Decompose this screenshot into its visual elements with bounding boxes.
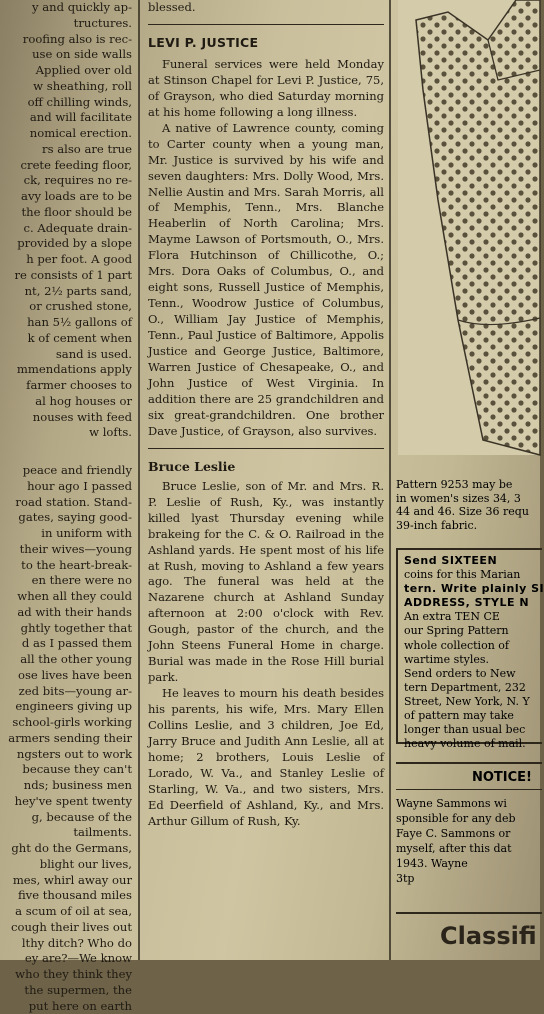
text-line: off chilling winds,	[0, 95, 132, 111]
text-line: sponsible for any deb	[396, 811, 542, 826]
text-line: ose lives have been	[0, 668, 132, 684]
text-line: re consists of 1 part	[0, 268, 132, 284]
article-fragment: blessed.	[148, 0, 384, 16]
text-line: myself, after this dat	[396, 841, 542, 856]
order-box-line: of pattern may take	[404, 709, 542, 723]
text-line: cough their lives out	[0, 920, 132, 936]
text-line: use on side walls	[0, 47, 132, 63]
order-box-line: coins for this Marian	[404, 568, 542, 582]
left-column	[0, 0, 136, 960]
text-line: Applied over old	[0, 63, 132, 79]
order-box-line: heavy volume of mail.	[404, 737, 542, 751]
text-line: because they can't	[0, 762, 132, 778]
notice-section	[396, 762, 542, 886]
text-line: farmer chooses to	[0, 378, 132, 394]
obituary-heading-bruce-leslie: Bruce Leslie	[148, 459, 384, 475]
text-line: w lofts.	[0, 425, 132, 441]
left-column-top-article	[0, 0, 132, 441]
text-line: roofing also is rec-	[0, 32, 132, 48]
text-line: nomical erection.	[0, 126, 132, 142]
column-rule-right	[389, 0, 391, 960]
text-line: 1943. Wayne	[396, 856, 542, 871]
column-rule-left	[138, 0, 140, 960]
text-line: to the heart-break-	[0, 558, 132, 574]
order-box-line: whole collection of	[404, 639, 542, 653]
text-line: ad with their hands	[0, 605, 132, 621]
text-line: peace and friendly	[0, 463, 132, 479]
text-line: school-girls working	[0, 715, 132, 731]
text-line: lthy ditch? Who do	[0, 936, 132, 952]
text-line: all the other young	[0, 652, 132, 668]
text-line: nouses with feed	[0, 410, 132, 426]
order-box-line: Street, New York, N. Y	[404, 695, 542, 709]
order-box-line: Send orders to New	[404, 667, 542, 681]
text-line: tructures.	[0, 16, 132, 32]
text-line: their wives—young	[0, 542, 132, 558]
text-line: sand is used.	[0, 347, 132, 363]
text-line: c. Adequate drain-	[0, 221, 132, 237]
obituary-paragraph: A native of Lawrence county, coming to Carter county when a young man, Mr. Justice is survived by his wife and seven daughters: Mrs. Dolly Wood, Mrs. Nellie Austin and Mrs. Sarah Morris, all of Memphis, Tenn., Mrs. Blanche Heaberlin of North Carolina; Mrs. Mayme Lawson of Portsmouth, O., Mrs. Flora Hutchinson of Chillicothe, O.; Mrs. Dora Oaks of Columbus, O., and eight sons, Russell Justice of Memphis, Tenn., Woodrow Justice of Columbus, O., William Jay Justice of Memphis, Tenn., Paul Justice of Baltimore, Appolis Justice and George Justice, Baltimore, Warren Justice of Chesapeake, O., and John Justice of West Virginia. In addition there are 25 grandchildren and six great-grandchildren. One brother Dave Justice, of Grayson, also survives.	[148, 121, 384, 440]
text-line: blight our lives,	[0, 857, 132, 873]
text-line: ey are?—We know	[0, 951, 132, 967]
text-line: hour ago I passed	[0, 479, 132, 495]
article-divider	[148, 448, 384, 449]
text-line: en there were no	[0, 573, 132, 589]
text-line: h per foot. A good	[0, 252, 132, 268]
text-line: mmendations apply	[0, 362, 132, 378]
text-line: gates, saying good-	[0, 510, 132, 526]
text-line: a scum of oil at sea,	[0, 904, 132, 920]
text-line: 3tp	[396, 871, 542, 886]
text-line: armers sending their	[0, 731, 132, 747]
text-line: k of cement when	[0, 331, 132, 347]
text-line: or crushed stone,	[0, 299, 132, 315]
order-box-line: tern Department, 232	[404, 681, 542, 695]
text-line: and will facilitate	[0, 110, 132, 126]
text-line: nt, 2½ parts sand,	[0, 284, 132, 300]
text-line: ghtly together that	[0, 621, 132, 637]
pattern-order-box	[396, 548, 542, 744]
order-box-line: tern. Write plainly SI	[404, 582, 542, 596]
obituary-paragraph: He leaves to mourn his death besides his parents, his wife, Mrs. Mary Ellen Collins Leslie, and 3 children, Joe Ed, Jarry Bruce and Judith Ann Leslie, all at home; 2 brothers, Louis Leslie of Lorado, W. Va., and Stanley Leslie of Starling, W. Va., and two sisters, Mrs. Ed Deerfield of Ashland, Ky., and Mrs. Arthur Gillum of Rush, Ky.	[148, 686, 384, 830]
middle-column	[142, 0, 387, 960]
order-box-line: wartime styles.	[404, 653, 542, 667]
order-box-line: our Spring Pattern	[404, 624, 542, 638]
dress-drawing	[398, 0, 540, 455]
notice-body	[396, 796, 542, 886]
text-line: y and quickly ap-	[0, 0, 132, 16]
text-line: han 5½ gallons of	[0, 315, 132, 331]
text-line: road station. Stand-	[0, 495, 132, 511]
classified-divider	[396, 912, 542, 914]
text-line: put here on earth	[0, 999, 132, 1014]
text-line: in uniform with	[0, 526, 132, 542]
text-line: g, because of the	[0, 810, 132, 826]
text-line: zed bits—young ar-	[0, 684, 132, 700]
text-line: in women's sizes 34, 3	[396, 492, 540, 506]
text-line: mes, whirl away our	[0, 873, 132, 889]
text-line: engineers giving up	[0, 699, 132, 715]
text-line: ght do the Germans,	[0, 841, 132, 857]
order-box-line: An extra TEN CE	[404, 610, 542, 624]
order-box-line: longer than usual bec	[404, 723, 542, 737]
article-divider	[148, 24, 384, 25]
obituary-paragraph: Bruce Leslie, son of Mr. and Mrs. R. P. Leslie of Rush, Ky., was instantly killed lyast Thursday evening while brakeing for the C. & O. Railroad in the Ashland yards. He spent most of his life at Rush, moving to Ashland a few years ago. The funeral was held at the Nazarene church at Ashland Sunday afternoon at 2:00 o'clock with Rev. Gough, pastor of the church, and the John Steens Funeral Home in charge. Burial was made in the Rose Hill burial park.	[148, 479, 384, 686]
text-line: Faye C. Sammons or	[396, 826, 542, 841]
text-line: the supermen, the	[0, 983, 132, 999]
text-line: rs also are true	[0, 142, 132, 158]
text-line: Wayne Sammons wi	[396, 796, 542, 811]
obituary-heading-levi-justice: LEVI P. JUSTICE	[148, 35, 384, 51]
obituary-paragraph: Funeral services were held Monday at Stinson Chapel for Levi P. Justice, 75, of Grayson, who died Saturday morning at his home following a long illness.	[148, 57, 384, 121]
text-line: who they think they	[0, 967, 132, 983]
pattern-dress-illustration	[398, 0, 540, 455]
classified-heading: Classifi	[440, 922, 537, 950]
text-line: provided by a slope	[0, 236, 132, 252]
order-box-line: ADDRESS, STYLE N	[404, 596, 542, 610]
text-line: crete feeding floor,	[0, 158, 132, 174]
text-line: 44 and 46. Size 36 requ	[396, 505, 540, 519]
text-line: the floor should be	[0, 205, 132, 221]
text-line: hey've spent twenty	[0, 794, 132, 810]
text-line: w sheathing, roll	[0, 79, 132, 95]
text-line: Pattern 9253 may be	[396, 478, 540, 492]
text-line: five thousand miles	[0, 888, 132, 904]
left-column-bottom-article	[0, 463, 132, 1014]
text-line: ngsters out to work	[0, 747, 132, 763]
text-line: ck, requires no re-	[0, 173, 132, 189]
text-line: 39-inch fabric.	[396, 519, 540, 533]
text-line: tailments.	[0, 825, 132, 841]
text-line: nds; business men	[0, 778, 132, 794]
pattern-caption	[396, 478, 540, 532]
notice-title: NOTICE!	[396, 762, 542, 790]
text-line: d as I passed them	[0, 636, 132, 652]
order-box-line: Send SIXTEEN	[404, 554, 542, 568]
text-line: al hog houses or	[0, 394, 132, 410]
text-line: avy loads are to be	[0, 189, 132, 205]
text-line: when all they could	[0, 589, 132, 605]
